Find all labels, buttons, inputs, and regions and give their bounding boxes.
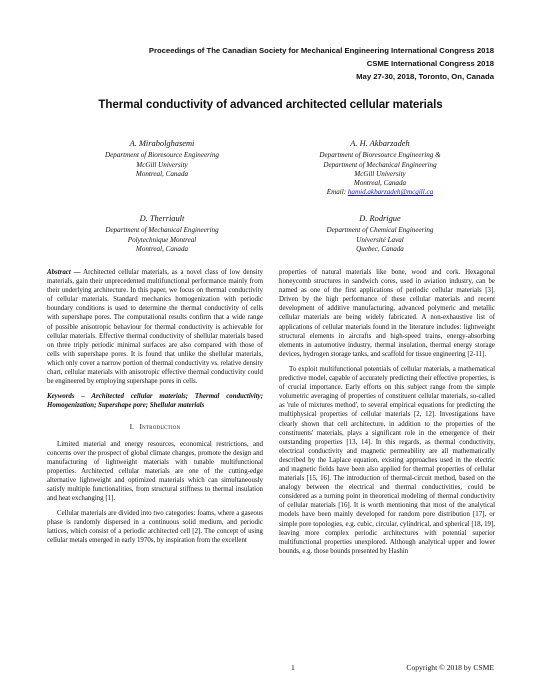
left-column — [47, 268, 263, 552]
copyright-notice: Copyright © 2018 by CSME — [406, 663, 494, 672]
body-paragraph: Cellular materials are divided into two categories: foams, where a gaseous phase is randomly dispersed in a continuous solid medium, and periodic lattices, which consist of a periodic architected cell [2]. The concept of using cellular metals emerged in early 1970s, by inspiration from the excellent — [47, 510, 263, 545]
author-block-4 — [265, 214, 495, 254]
author-affiliation-line: Montreal, Canada — [135, 169, 189, 178]
author-affiliation-line: Department of Mechanical Engineering — [323, 160, 437, 169]
author-affiliation-line: McGill University — [354, 169, 406, 178]
abstract — [47, 268, 263, 386]
author-name: A. H. Akbarzadeh — [350, 139, 410, 148]
page-number: 1 — [291, 663, 295, 672]
email-label: Email: — [326, 188, 347, 197]
author-block-3 — [47, 214, 277, 254]
author-email-line — [265, 188, 495, 197]
author-affiliation-line: Department of Mechanical Engineering — [105, 226, 219, 235]
author-affiliation-line: Department of Bioresource Engineering — [105, 151, 219, 160]
section-number: I. — [129, 422, 134, 432]
congress-name: CSME International Congress 2018 — [366, 59, 494, 68]
author-affiliation-line: Montreal, Canada — [353, 179, 407, 188]
author-affiliation-line: Department of Chemical Engineering — [326, 226, 434, 235]
abstract-label: Abstract — — [47, 269, 81, 276]
author-affiliation-line: McGill University — [136, 160, 188, 169]
body-paragraph: properties of natural materials like bone, wood and cork. Hexagonal honeycomb structures in sandwich cores, used in aviation industry, can be named as one of the first applications of periodic cellular materials [3]. Driven by the high performance of these cellular materials and recent development of additive manufacturing, advanced polymeric and metallic cellular materials are being widely fabricated. A non-exhaustive list of applications of cellular materials found in the literature includes: lightweight structural elements in aircrafts and high-speed trains, energy-absorbing elements in automotive industry, thermal insulation, thermal energy storage devices, hydrogen storage tanks, and scaffold for tissue engineering [2-11]. — [279, 269, 495, 358]
author-affiliation-line: Montreal, Canada — [135, 244, 189, 253]
author-name: D. Rodrigue — [359, 214, 401, 223]
section-heading — [47, 422, 263, 431]
paper-title: Thermal conductivity of advanced architected cellular materials — [98, 98, 443, 111]
section-title: Introduction — [139, 422, 181, 432]
author-affiliation-line: Quebec, Canada — [356, 244, 404, 253]
author-name: A. Mirabolghasemi — [129, 139, 195, 148]
author-name: D. Therriault — [139, 214, 185, 223]
author-affiliation-line: Université Laval — [356, 235, 404, 244]
email-link[interactable]: hamid.akbarzadeh@mcgill.ca — [347, 188, 434, 197]
author-affiliation-line: Department of Bioresource Engineering & — [319, 151, 441, 160]
body-paragraph: To exploit multifunctional potentials of cellular materials, a mathematical predictive model, capable of accurately predicting their effective properties, is of crucial importance. Early efforts on this subject range from the simple volumetric averaging of properties of constituent cellular materials, so-called as 'rule of mixtures method', to several empirical equations for predicting the multiphysical properties of cellular materials [2, 12]. Investigations have clearly shown that cell architecture, in addition to the properties of the constituents' materials, plays a significant role in the emergence of their outstanding properties [13, 14]. In this regards, as thermal conductivity, electrical conductivity and magnetic permeability are all mathematically described by the Laplace equation, existing approaches used in the electric and magnetic fields have been also applied for thermal properties of cellular materials [15, 16]. The introduction of thermal-circuit method, based on the analogy between the electrical and thermal conductivities, could be considered as a turning point in theoretical modeling of thermal conductivity of cellular materials [16]. It is worth mentioning that most of the analytical models have been mainly developed for random pore distribution [17], or simple pore topologies, e.g. cubic, circular, cylindrical, and spherical [18, 19], leaving more complex periodic architectures with potential superior multifunctional properties unexplored. Although analytical upper and lower bounds, e.g. those bounds presented by Hashin — [279, 365, 495, 555]
right-column — [279, 268, 495, 562]
author-block-2 — [265, 139, 495, 198]
author-affiliation-line: Polytechnique Montreal — [127, 235, 197, 244]
keywords: Keywords – Architected cellular materials; Thermal conductivity; Homogenization; Supershape pore; Shellular materials — [47, 393, 263, 410]
body-paragraph: Limited material and energy resources, economical restrictions, and concerns over the prospect of global climate changes, promote the design and manufacturing of lightweight materials with tunable multifunctional properties. Architected cellular materials are one of the cutting-edge alternative lightweight and optimized materials which can simultaneously satisfy multiple functionalities, from structural stiffness to thermal insulation and heat exchanging [1]. — [47, 440, 263, 503]
abstract-text: Architected cellular materials, as a novel class of low density materials, gain their unprecedented multifunctional performance mainly from their underlying architecture. In this paper, we focus on thermal conductivity of cellular materials. Standard mechanics homogenization with periodic boundary conditions is used to determine the thermal conductivity of cells with supershape pores. The computational results confirm that a wide range of possible anisotropic behaviour for thermal conductivity is achievable for cellular materials. Effective thermal conductivity of shellular materials based on three triply periodic minimal surfaces are also compared with those of cells with supershape pores. It is found that unlike the shellular materials, which only cover a narrow portion of thermal conductivity vs. relative density chart, cellular materials with anisotropic effective thermal conductivity could be engineered by employing supershape pores in cells. — [47, 269, 263, 386]
author-block-1 — [47, 139, 277, 179]
congress-dates: May 27-30, 2018, Toronto, On, Canada — [356, 72, 494, 81]
proceedings-header: Proceedings of The Canadian Society for Mechanical Engineering International Congress 2018 — [148, 46, 494, 55]
